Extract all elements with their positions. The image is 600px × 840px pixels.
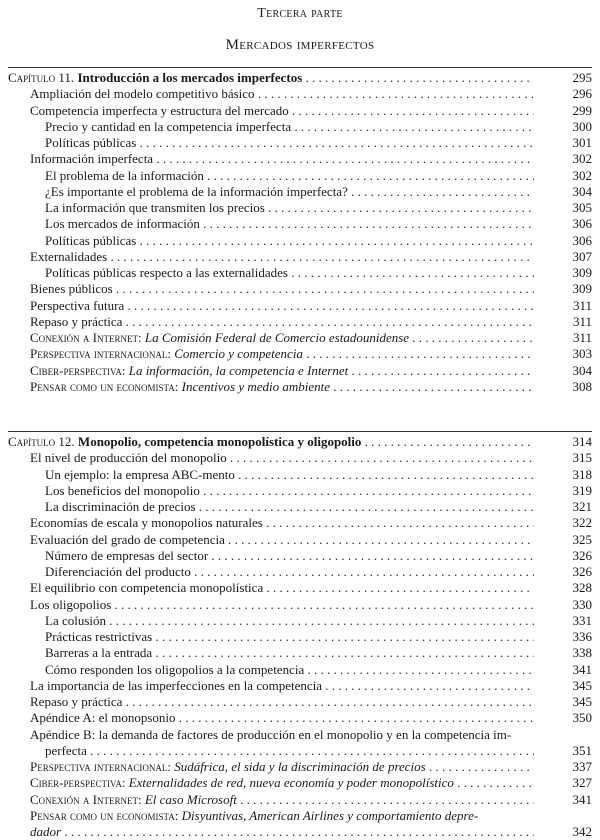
toc-entry-text: El nivel de producción del monopolio . . . — [30, 449, 534, 466]
feature-entry-text — [30, 758, 534, 775]
toc-entry-text: Políticas públicas . . . — [45, 232, 534, 249]
toc-entry — [0, 596, 600, 613]
toc-entry-page: 306 — [572, 216, 592, 232]
toc-entry — [0, 183, 600, 200]
toc-entry-page: 331 — [572, 612, 592, 628]
feature-label: Ciber-perspectiva: — [30, 362, 126, 378]
feature-title: El caso Microsoft — [144, 791, 237, 807]
toc-entry-text: La colusión . . . — [45, 612, 534, 629]
feature-entry-text — [30, 807, 592, 824]
toc-entry — [0, 563, 600, 580]
feature-title: dador — [30, 824, 62, 839]
feature-page: 311 — [572, 330, 592, 345]
toc-entry — [0, 449, 600, 466]
toc-entry-page: 299 — [572, 102, 592, 118]
toc-entry — [0, 466, 600, 483]
feature-entry — [0, 823, 600, 840]
feature-title: Sudáfrica, el sida y la discriminación de precios — [174, 759, 426, 774]
toc-entry-text: Políticas públicas respecto a las externalidades . . . — [45, 264, 534, 281]
toc-entry-page: 345 — [572, 694, 592, 709]
toc-entry-page: 306 — [572, 232, 592, 248]
toc-entry — [0, 514, 600, 531]
toc-entry — [0, 85, 600, 102]
toc-entry — [0, 280, 600, 297]
feature-title: Comercio y competencia — [174, 346, 303, 362]
feature-page: 337 — [572, 759, 592, 774]
chapter-title: Monopolio, competencia monopolística y oligopolio — [77, 434, 362, 449]
toc-entry-text: Precio y cantidad en la competencia imperfecta . . . — [45, 118, 534, 135]
toc-entry-text: Evaluación del grado de competencia . . . — [30, 531, 534, 548]
feature-entry-text — [30, 329, 534, 346]
toc-entry-page: 296 — [572, 86, 592, 102]
chapter-rule — [8, 67, 592, 68]
toc-entry-text: Economías de escala y monopolios naturales . . . — [30, 514, 534, 531]
toc-entry — [0, 297, 600, 314]
feature-page: 303 — [572, 346, 592, 362]
toc-entry-page: 302 — [572, 151, 592, 167]
toc-entry-text: La información que transmiten los precios . . . — [45, 199, 534, 216]
toc-entry — [0, 215, 600, 232]
toc-entry — [0, 661, 600, 678]
toc-entry-text: Los oligopolios . . . — [30, 596, 534, 613]
toc-entry-page: 321 — [572, 499, 592, 514]
toc-entry-page: 338 — [572, 645, 592, 661]
feature-title: Incentivos y medio ambiente — [181, 378, 331, 394]
toc-entry — [0, 693, 600, 710]
toc-entry — [0, 726, 600, 743]
chapter-heading — [0, 69, 600, 86]
toc-entry-page: 325 — [572, 531, 592, 547]
toc-entry-page: 322 — [572, 515, 592, 531]
toc-entry-text: La importancia de las imperfecciones en la competencia . . . — [30, 677, 534, 694]
toc-entry-text: El problema de la información . . . — [45, 167, 534, 184]
toc-entry-text: Externalidades . . . — [30, 248, 534, 265]
chapter-heading — [0, 433, 600, 450]
toc-entry-page: 311 — [572, 313, 592, 329]
toc-entry-text: Diferenciación del producto . . . — [45, 563, 534, 580]
toc-entry-text: Un ejemplo: la empresa ABC-mento . . . — [45, 466, 534, 483]
toc-entry-page: 328 — [572, 580, 592, 596]
chapter-title: Introducción a los mercados imperfectos — [77, 70, 303, 85]
feature-entry-text — [30, 791, 534, 808]
feature-label: Pensar como un economista: — [30, 378, 179, 394]
feature-title: La información, la competencia e Internet — [128, 362, 349, 378]
toc-entry-page: 350 — [572, 710, 592, 726]
toc-entry — [0, 498, 600, 515]
toc-entry — [0, 167, 600, 184]
toc-entry — [0, 232, 600, 249]
toc-entry-page: 330 — [572, 596, 592, 612]
feature-label: Perspectiva internacional: — [30, 759, 171, 774]
toc-entry-page: 315 — [572, 450, 592, 466]
feature-entry-text — [30, 345, 534, 362]
toc-entry-text: Bienes públicos . . . — [30, 280, 534, 297]
toc-entry-text: Número de empresas del sector . . . — [45, 547, 534, 564]
toc-entry-page: 309 — [572, 281, 592, 297]
feature-page: 304 — [572, 362, 592, 378]
toc-entry-page: 305 — [572, 200, 592, 215]
toc-entry-page: 302 — [572, 167, 592, 183]
toc-entry-page: 326 — [572, 547, 592, 563]
chapter-page: 295 — [572, 70, 592, 85]
feature-entry-text — [30, 774, 534, 791]
toc-entry-page: 300 — [572, 118, 592, 134]
toc-entry — [0, 264, 600, 281]
toc-entry — [0, 118, 600, 135]
section-heading: Mercados imperfectos — [225, 37, 375, 53]
chapter-label: Capítulo 11. — [8, 70, 75, 85]
toc-entry — [0, 313, 600, 330]
chapter-page: 314 — [572, 434, 592, 449]
toc-entry — [0, 150, 600, 167]
toc-entry-text: Información imperfecta . . . — [30, 150, 534, 167]
toc-entry-page: 326 — [572, 564, 592, 579]
toc-entry-text: Prácticas restrictivas . . . — [45, 628, 534, 645]
feature-title: Disyuntivas, American Airlines y comportamiento depre- — [181, 807, 479, 823]
feature-entry — [0, 791, 600, 808]
toc-entry — [0, 531, 600, 548]
feature-entry — [0, 362, 600, 379]
toc-entry-text: El equilibrio con competencia monopolística . . . — [30, 579, 534, 596]
feature-page: 341 — [572, 791, 592, 807]
toc-entry — [0, 134, 600, 151]
chapter-rule — [8, 431, 592, 432]
toc-entry-text: La discriminación de precios . . . — [45, 498, 534, 515]
feature-label: Ciber-perspectiva: — [30, 775, 126, 791]
toc-entry-page: 318 — [572, 466, 592, 482]
feature-label: Conexión a Internet: — [30, 791, 142, 807]
toc-entry-text: Repaso y práctica . . . — [30, 693, 534, 710]
toc-entry-text: ¿Es importante el problema de la información imperfecta? . . . — [45, 183, 534, 200]
feature-label: Conexión a Internet: — [30, 330, 142, 345]
chapter-heading-text — [8, 433, 534, 450]
part-heading: Tercera parte — [257, 6, 343, 21]
toc-entry-text: Los mercados de información . . . — [45, 215, 534, 232]
feature-entry — [0, 329, 600, 346]
toc-entry — [0, 742, 600, 759]
toc-entry-text: Apéndice B: la demanda de factores de producción en el monopolio y en la competencia im- — [30, 726, 512, 742]
toc-entry — [0, 628, 600, 645]
toc-entry — [0, 612, 600, 629]
feature-entry — [0, 758, 600, 775]
toc-entry-text: Cómo responden los oligopolios a la competencia . . . — [45, 661, 534, 678]
feature-entry — [0, 378, 600, 395]
toc-entry-text: Los beneficios del monopolio . . . — [45, 482, 534, 499]
feature-page: 342 — [572, 824, 592, 839]
toc-entry-page: 351 — [572, 742, 592, 758]
feature-page: 308 — [572, 378, 592, 394]
toc-entry-text: Perspectiva futura . . . — [30, 297, 534, 314]
toc-entry-text: Apéndice A: el monopsonio . . . — [30, 709, 534, 726]
toc-entry — [0, 248, 600, 265]
feature-entry-text — [30, 823, 534, 840]
feature-entry-text — [30, 362, 534, 379]
toc-entry-page: 307 — [572, 248, 592, 264]
toc-entry — [0, 102, 600, 119]
toc-entry-page: 341 — [572, 661, 592, 677]
feature-page: 327 — [572, 775, 592, 791]
chapter-heading-text — [8, 69, 534, 86]
feature-label: Perspectiva internacional: — [30, 346, 171, 362]
feature-entry — [0, 807, 600, 824]
toc-entry-text: Barreras a la entrada . . . — [45, 644, 534, 661]
feature-label: Pensar como un economista: — [30, 807, 179, 823]
toc-entry-text: Repaso y práctica . . . — [30, 313, 534, 330]
toc-entry — [0, 482, 600, 499]
toc-entry-page: 301 — [572, 135, 592, 150]
toc-entry — [0, 579, 600, 596]
toc-entry-text: Ampliación del modelo competitivo básico . . . — [30, 85, 534, 102]
toc-entry — [0, 677, 600, 694]
toc-entry-page: 311 — [572, 297, 592, 313]
toc-entry — [0, 547, 600, 564]
toc-entry-page: 319 — [572, 482, 592, 498]
toc-entry-page: 345 — [572, 677, 592, 693]
feature-title: La Comisión Federal de Comercio estadounidense — [144, 330, 410, 345]
toc-entry-text: Competencia imperfecta y estructura del mercado . . . — [30, 102, 534, 119]
toc-entry — [0, 644, 600, 661]
toc-entry-page: 309 — [572, 265, 592, 280]
chapter-label: Capítulo 12. — [8, 434, 75, 449]
toc-entry-page: 336 — [572, 629, 592, 644]
toc-entry — [0, 709, 600, 726]
toc-entry-text: perfecta . . . — [45, 742, 534, 759]
feature-entry-text — [30, 378, 534, 395]
feature-entry — [0, 345, 600, 362]
feature-entry — [0, 774, 600, 791]
toc-entry-text: Políticas públicas . . . — [45, 134, 534, 151]
toc-entry-page: 304 — [572, 183, 592, 199]
feature-title: Externalidades de red, nueva economía y poder monopolístico — [128, 775, 454, 791]
toc-entry — [0, 199, 600, 216]
